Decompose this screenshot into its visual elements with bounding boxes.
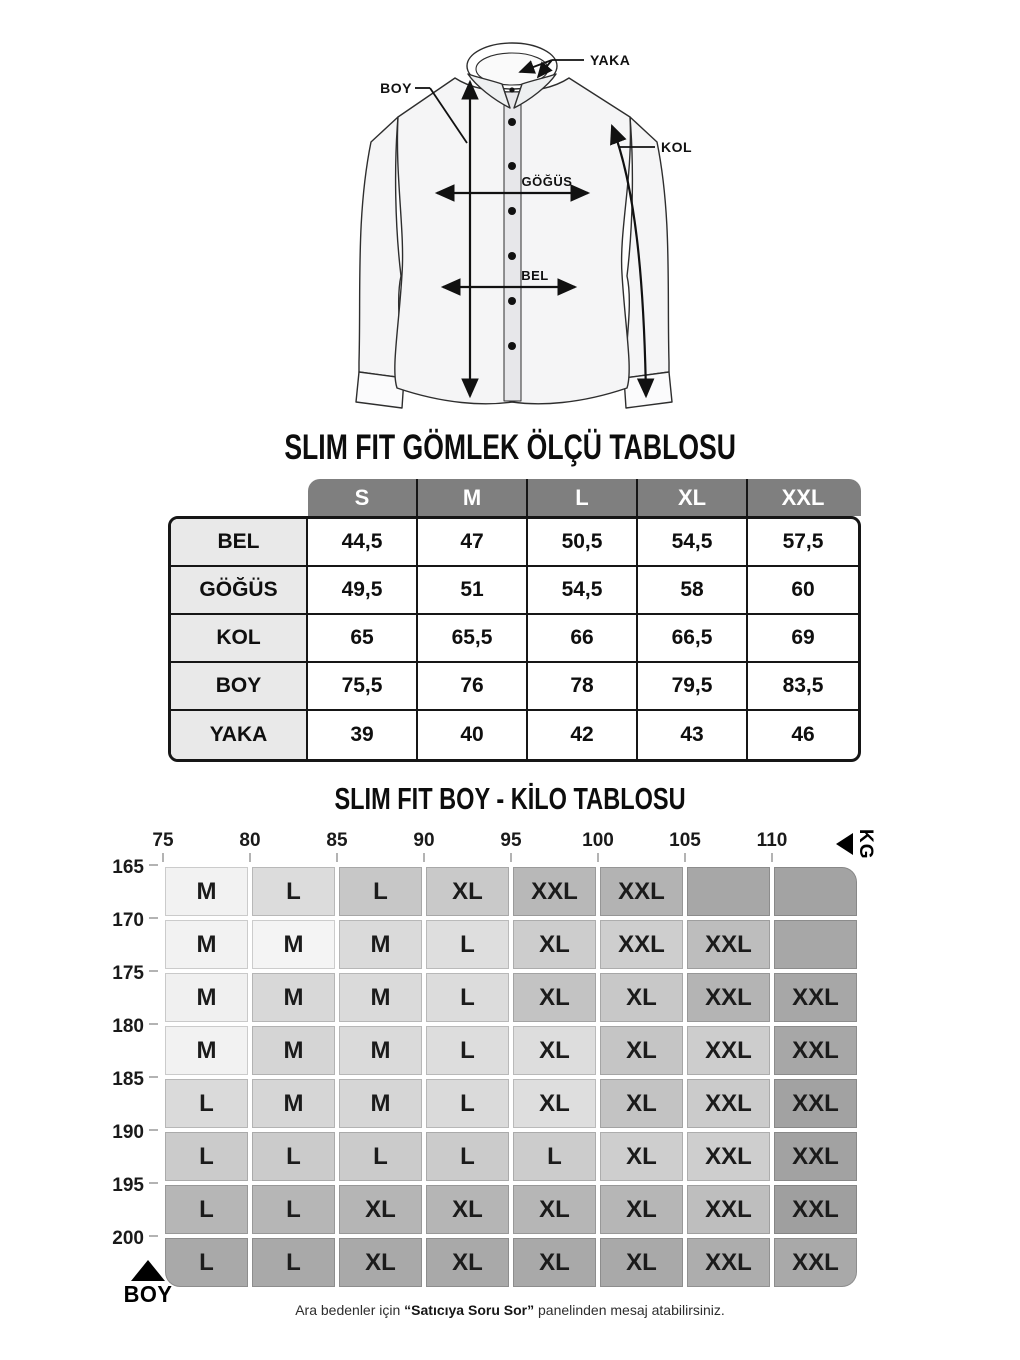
boy-arrow-icon [131,1260,165,1281]
size-row-label: BOY [171,663,308,711]
fit-cell-size: L [165,1185,248,1234]
kg-axis-marker [836,828,876,860]
fit-cell-size: XXL [774,1026,857,1075]
shirt-measurement-diagram [240,26,720,434]
boy-axis-marker [112,1260,184,1308]
size-value-cell: 78 [528,663,638,711]
size-row-label: BEL [171,519,308,567]
fit-cell-size: XXL [774,1132,857,1181]
kilo-table-title-text: SLIM FIT BOY - KİLO TABLOSU [334,781,686,816]
weight-tick-mark [249,853,251,862]
fit-cell-size: M [252,920,335,969]
fit-cell [424,865,511,918]
size-value-cell: 65,5 [418,615,528,663]
size-value-cell: 66,5 [638,615,748,663]
fit-cell-size: M [252,1079,335,1128]
fit-cell-size: XL [600,1026,683,1075]
fit-cell [337,1183,424,1236]
fit-cell [163,1024,250,1077]
fit-cell-size: L [165,1238,248,1287]
fit-cell [250,865,337,918]
size-column-header: S [308,479,418,516]
fit-cell [511,971,598,1024]
fit-cell [337,1024,424,1077]
kilo-table-title [0,781,1020,817]
height-tick-label: 165 [112,857,144,878]
fit-cell [163,1183,250,1236]
weight-tick-mark [423,853,425,862]
size-value-cell: 66 [528,615,638,663]
weight-tick-label: 105 [669,830,701,851]
fit-cell-size: XXL [687,1132,770,1181]
weight-tick-mark [771,853,773,862]
size-table-body [168,516,861,762]
weight-tick-label: 80 [239,830,261,851]
shirt-outline [356,43,672,408]
fit-cell-size: M [165,867,248,916]
height-tick-mark [149,1076,158,1078]
fit-cell-size: XL [513,1185,596,1234]
fit-cell [598,1130,685,1183]
fit-cell-size: XXL [687,1185,770,1234]
size-table-title-text: SLIM FIT GÖMLEK ÖLÇÜ TABLOSU [284,428,736,467]
fit-cell [685,1183,772,1236]
fit-cell-size: L [165,1079,248,1128]
fit-cell-size: M [165,1026,248,1075]
fit-cell [424,918,511,971]
size-row-label: GÖĞÜS [171,567,308,615]
fit-cell-size: L [165,1132,248,1181]
fit-cell-size: L [426,920,509,969]
fit-cell [598,1024,685,1077]
fit-cell [772,1236,859,1289]
fit-cell-size: L [252,1185,335,1234]
fit-cell-size: M [339,973,422,1022]
fit-cell-size: XL [339,1238,422,1287]
fit-cell-size: XXL [774,1079,857,1128]
fit-cell-size [687,867,770,916]
fit-cell [772,971,859,1024]
fit-cell-size: L [252,1238,335,1287]
fit-cell [250,1024,337,1077]
fit-cell-size: XL [600,1238,683,1287]
size-value-cell: 57,5 [748,519,858,567]
fit-cell [685,1024,772,1077]
fit-grid [163,865,859,1289]
label-yaka: YAKA [590,52,631,68]
fit-cell-size: XL [339,1185,422,1234]
height-tick-mark [149,917,158,919]
size-value-cell: 43 [638,711,748,759]
fit-cell-size: L [426,973,509,1022]
fit-cell [511,918,598,971]
size-value-cell: 46 [791,723,815,746]
fit-cell-size: L [426,1132,509,1181]
fit-cell-size: XL [426,1238,509,1287]
footer-note [0,1302,1020,1318]
fit-cell [250,971,337,1024]
label-bel: BEL [521,268,549,283]
fit-cell [511,1077,598,1130]
weight-tick-mark [162,853,164,862]
height-tick-label: 185 [112,1069,144,1090]
size-table-title [0,428,1020,468]
size-value-cell: 39 [308,711,418,759]
fit-cell [598,918,685,971]
fit-cell-size: M [339,1026,422,1075]
fit-cell [685,971,772,1024]
fit-cell-size: L [426,1079,509,1128]
fit-cell-size: M [252,1026,335,1075]
fit-cell [598,1183,685,1236]
size-table [168,479,861,762]
fit-cell-size: XXL [600,867,683,916]
size-value-cell: 76 [418,663,528,711]
size-value-cell: 42 [528,711,638,759]
size-value-cell: 65 [308,615,418,663]
fit-cell-size [774,920,857,969]
fit-cell [772,1130,859,1183]
label-kol: KOL [661,139,693,155]
fit-cell-size: XL [513,920,596,969]
fit-cell [772,1183,859,1236]
size-value-cell: 40 [418,711,528,759]
size-value-cell: 54,5 [638,519,748,567]
fit-cell-size: L [513,1132,596,1181]
fit-cell [772,1077,859,1130]
size-value-cell: 49,5 [308,567,418,615]
fit-cell-size: XXL [687,920,770,969]
height-tick-mark [149,970,158,972]
fit-cell [424,1024,511,1077]
weight-tick-mark [597,853,599,862]
fit-cell-size: XL [426,867,509,916]
fit-cell [685,1236,772,1289]
footer-note-suffix: panelinden mesaj atabilirsiniz. [534,1302,725,1318]
fit-cell [424,1130,511,1183]
size-value-cell: 75,5 [308,663,418,711]
fit-cell-size: XL [600,973,683,1022]
weight-tick-label: 85 [326,830,348,851]
fit-cell-size: XXL [687,1238,770,1287]
size-value-cell: 79,5 [638,663,748,711]
fit-cell [163,918,250,971]
fit-cell [598,971,685,1024]
fit-cell-size: XXL [687,1026,770,1075]
fit-cell [250,918,337,971]
fit-cell [250,1130,337,1183]
fit-cell-size [774,867,857,916]
boy-axis-label: BOY [123,1281,173,1307]
fit-cell [250,1077,337,1130]
size-row-label: KOL [171,615,308,663]
footer-note-bold: “Satıcıya Soru Sor” [404,1302,535,1318]
fit-cell-size: L [339,867,422,916]
size-column-header: XXL [781,484,825,510]
size-value-cell: 50,5 [528,519,638,567]
weight-tick-label: 90 [413,830,435,851]
fit-cell-size: XL [513,1026,596,1075]
fit-cell [163,971,250,1024]
fit-cell [163,1130,250,1183]
fit-cell-size: M [339,1079,422,1128]
fit-cell [250,1183,337,1236]
fit-cell-size: XL [600,1132,683,1181]
size-value-cell: 60 [748,567,858,615]
size-column-header: XL [638,479,748,516]
fit-cell-size: XXL [687,1079,770,1128]
size-value-cell: 83,5 [748,663,858,711]
weight-tick-mark [510,853,512,862]
fit-cell [598,865,685,918]
size-value-cell: 69 [748,615,858,663]
height-tick-label: 175 [112,963,144,984]
height-tick-mark [149,864,158,866]
fit-cell [598,1236,685,1289]
fit-cell-size: L [339,1132,422,1181]
fit-cell-size: XL [513,1238,596,1287]
fit-cell [685,1077,772,1130]
fit-cell [424,971,511,1024]
fit-cell-size: L [252,867,335,916]
fit-cell-size: XL [600,1185,683,1234]
height-tick-label: 180 [112,1016,144,1037]
kg-arrow-icon [836,833,853,855]
size-value-cell: 51 [418,567,528,615]
height-tick-label: 190 [112,1122,144,1143]
fit-cell-empty [685,865,772,918]
fit-cell [250,1236,337,1289]
height-tick-mark [149,1182,158,1184]
fit-cell [337,1077,424,1130]
fit-cell-size: XXL [774,973,857,1022]
size-value-cell: 47 [418,519,528,567]
fit-cell-size: XXL [774,1238,857,1287]
weight-tick-label: 100 [582,830,614,851]
footer-note-prefix: Ara bedenler için [295,1302,405,1318]
fit-cell-size: XXL [513,867,596,916]
size-value-cell: 58 [638,567,748,615]
label-boy: BOY [380,80,412,96]
fit-cell [685,1130,772,1183]
fit-cell-size: XL [513,1079,596,1128]
fit-cell [424,1077,511,1130]
fit-cell-size: XL [600,1079,683,1128]
weight-tick-label: 95 [500,830,522,851]
height-tick-label: 200 [112,1228,144,1249]
weight-tick-label: 110 [756,830,788,851]
fit-cell [163,1077,250,1130]
size-value-cell: 44,5 [308,519,418,567]
height-tick-mark [149,1023,158,1025]
fit-cell [772,1024,859,1077]
fit-cell [337,865,424,918]
fit-cell-size: M [339,920,422,969]
fit-cell [511,1183,598,1236]
fit-cell-size: M [165,973,248,1022]
fit-cell [424,1183,511,1236]
fit-cell-size: M [252,973,335,1022]
height-tick-label: 195 [112,1175,144,1196]
fit-cell [685,918,772,971]
fit-cell-size: M [165,920,248,969]
fit-cell [511,1024,598,1077]
fit-cell-size: L [426,1026,509,1075]
fit-cell [598,1077,685,1130]
size-column-header: M [418,479,528,516]
fit-cell [163,865,250,918]
fit-cell-size: XL [513,973,596,1022]
fit-cell [337,1236,424,1289]
fit-cell-empty [772,918,859,971]
fit-cell-size: XXL [774,1185,857,1234]
height-tick-label: 170 [112,910,144,931]
weight-tick-label: 75 [152,830,174,851]
size-table-header [308,479,861,516]
fit-cell-size: XL [426,1185,509,1234]
fit-cell-size: XXL [600,920,683,969]
fit-cell-size: L [252,1132,335,1181]
height-tick-mark [149,1129,158,1131]
weight-tick-mark [684,853,686,862]
fit-cell-empty [772,865,859,918]
weight-tick-mark [336,853,338,862]
fit-cell [337,971,424,1024]
fit-cell [511,1236,598,1289]
size-column-header: L [528,479,638,516]
kg-axis-label: KG [855,828,876,860]
size-value-cell: 54,5 [528,567,638,615]
fit-cell [511,1130,598,1183]
height-tick-mark [149,1235,158,1237]
fit-cell-size: XXL [687,973,770,1022]
fit-cell [424,1236,511,1289]
fit-cell [511,865,598,918]
fit-cell [337,918,424,971]
label-gogus: GÖĞÜS [521,174,573,189]
size-row-label: YAKA [171,711,308,759]
fit-cell [337,1130,424,1183]
